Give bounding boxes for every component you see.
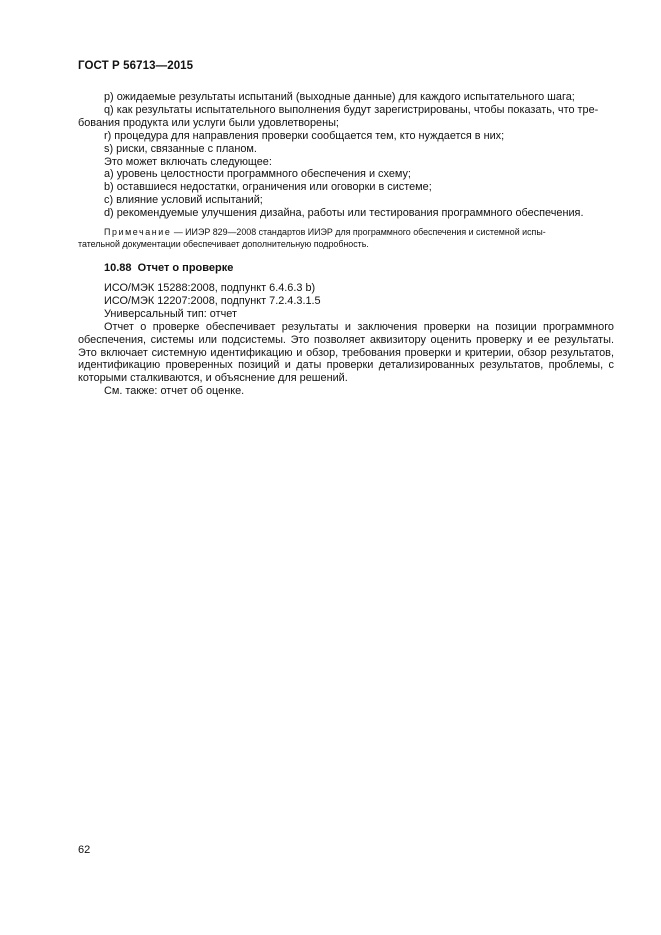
section-number: 10.88 bbox=[104, 262, 132, 275]
section-body-text: Отчет о проверке обеспечивает результаты и заключения проверки на позиции программного обеспечения, системы или подсистемы. Это позволяет аквизитору оценить проверку и ее результаты. Это включает системную идентификацию и обзор, требования проверки и критерии, обзор результатов, идентификацию проверенных позиций и даты проверки детализированных результатов, проблемы, с которыми сталкиваются, и объяснение для решений. bbox=[78, 320, 614, 385]
section-type: Универсальный тип: отчет bbox=[104, 307, 237, 320]
page-number: 62 bbox=[78, 844, 91, 856]
list-item: d) рекомендуемые улучшения дизайна, работы или тестирования программного обеспечения. bbox=[104, 207, 584, 220]
note-text: — ИИЭР 829—2008 стандартов ИИЭР для программного обеспечения и системной испы- bbox=[171, 227, 546, 238]
note-label: Примечание bbox=[104, 227, 172, 238]
list-item: s) риски, связанные с планом. bbox=[104, 142, 257, 155]
note-continuation: тательной документации обеспечивает дополнительную подробность. bbox=[78, 238, 369, 249]
list-item: c) влияние условий испытаний; bbox=[104, 194, 263, 207]
section-title: Отчет о проверке bbox=[137, 262, 234, 275]
list-item: q) как результаты испытательного выполнения будут зарегистрированы, чтобы показать, что тре- bbox=[104, 103, 599, 116]
intro-line: Это может включать следующее: bbox=[104, 155, 272, 168]
list-item: a) уровень целостности программного обеспечения и схему; bbox=[104, 168, 411, 181]
list-item-continuation: бования продукта или услуги были удовлетворены; bbox=[78, 116, 339, 129]
section-reference: ИСО/МЭК 15288:2008, подпункт 6.4.6.3 b) bbox=[104, 281, 316, 294]
page-header-standard-title: ГОСТ Р 56713—2015 bbox=[78, 60, 194, 72]
see-also: См. также: отчет об оценке. bbox=[104, 385, 245, 398]
section-reference: ИСО/МЭК 12207:2008, подпункт 7.2.4.3.1.5 bbox=[104, 294, 321, 307]
note bbox=[104, 227, 614, 239]
list-item: r) процедура для направления проверки сообщается тем, кто нуждается в них; bbox=[104, 129, 505, 142]
section-body bbox=[78, 321, 614, 386]
section-heading bbox=[104, 262, 614, 275]
list-item: p) ожидаемые результаты испытаний (выходные данные) для каждого испытательного шага; bbox=[104, 91, 575, 103]
page-content bbox=[78, 91, 614, 398]
list-item: b) оставшиеся недостатки, ограничения или оговорки в системе; bbox=[104, 181, 432, 194]
